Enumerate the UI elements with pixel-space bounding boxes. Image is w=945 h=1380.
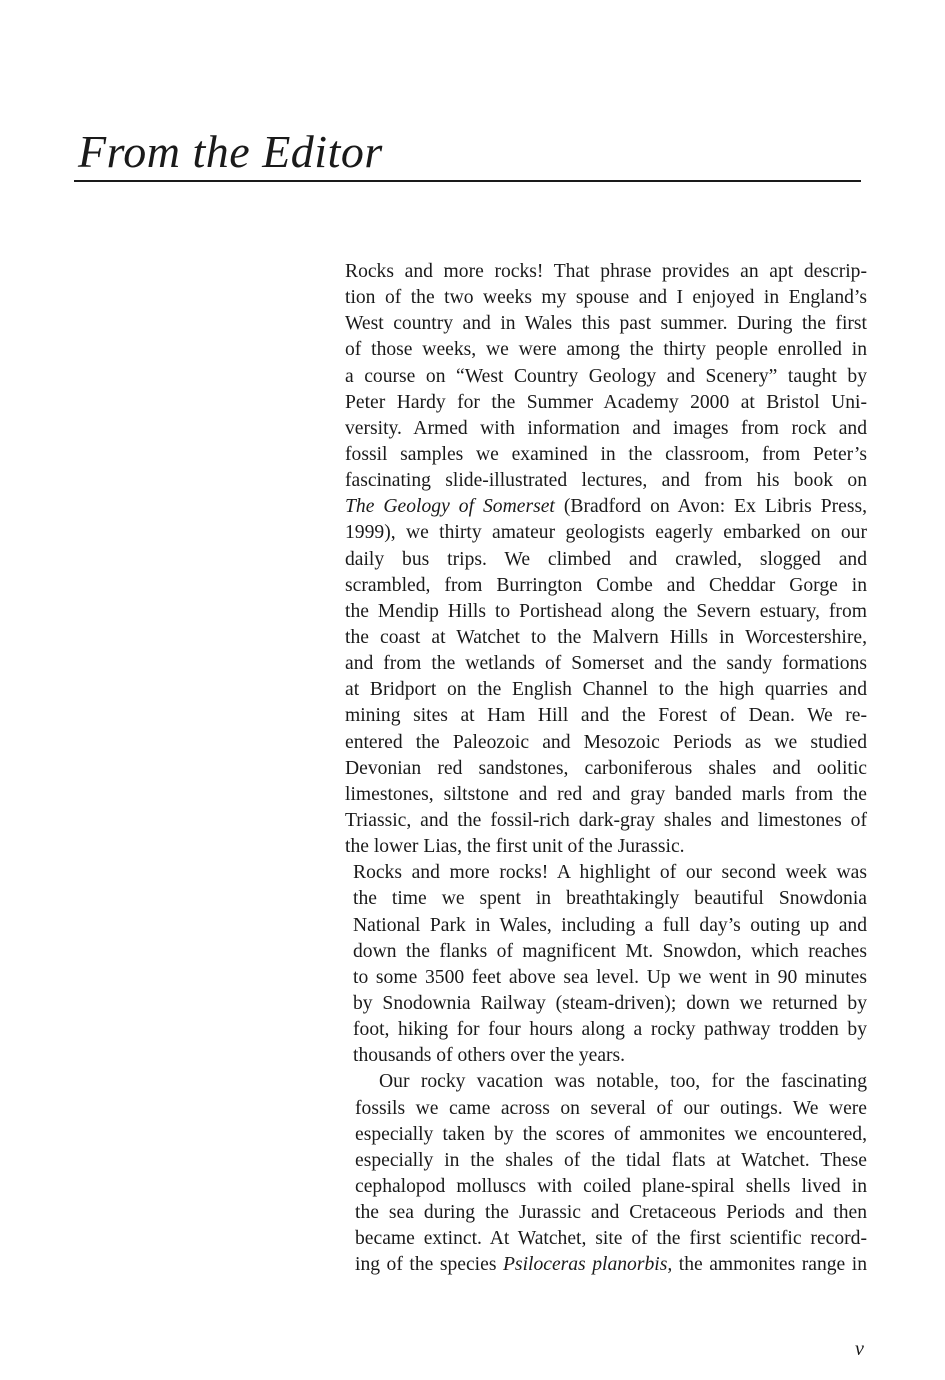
text-fragment: (Bradford on Avon: Ex Libris Press, (554, 496, 867, 518)
species-name: Psiloceras planorbis, (502, 1254, 673, 1276)
text-line: by Snodownia Railway (steam-driven); down we returned by (353, 992, 867, 1014)
text-line: Our rocky vacation was notable, too, for the fascinating (379, 1071, 867, 1093)
text-line: the sea during the Jurassic and Cretaceous Periods and then (355, 1202, 867, 1224)
article-body (345, 259, 867, 1278)
heading-title: From the Editor (78, 126, 383, 177)
text-line: fossils we came across on several of our outings. We were (355, 1097, 867, 1119)
text-line: mining sites at Ham Hill and the Forest of Dean. We re- (345, 705, 867, 727)
text-line: versity. Armed with information and images from rock and (345, 417, 867, 439)
text-line: a course on “West Country Geology and Scenery” taught by (345, 365, 867, 387)
text-line: to some 3500 feet above sea level. Up we went in 90 minutes (353, 966, 867, 988)
text-line (345, 1252, 867, 1278)
text-line: the time we spent in breathtakingly beautiful Snowdonia (353, 888, 867, 910)
text-line: down the flanks of magnificent Mt. Snowdon, which reaches (353, 940, 867, 962)
text-line: of those weeks, we were among the thirty people enrolled in (345, 339, 867, 361)
text-line: and from the wetlands of Somerset and the sandy formations (345, 653, 867, 675)
text-line: the lower Lias, the first unit of the Jurassic. (345, 836, 685, 858)
text-line: Triassic, and the fossil-rich dark-gray shales and limestones of (345, 809, 867, 831)
text-line: Devonian red sandstones, carboniferous shales and oolitic (345, 757, 867, 779)
text-line: at Bridport on the English Channel to the high quarries and (345, 679, 867, 701)
text-line (345, 494, 867, 520)
text-line: fascinating slide-illustrated lectures, and from his book on (345, 470, 867, 492)
article-heading (74, 118, 861, 182)
paragraph-3 (345, 1069, 867, 1278)
text-line: Peter Hardy for the Summer Academy 2000 at Bristol Uni- (345, 391, 867, 413)
text-line: the Mendip Hills to Portishead along the Severn estuary, from (345, 600, 867, 622)
text-line: limestones, siltstone and red and gray banded marls from the (345, 783, 867, 805)
page-number: v (855, 1338, 864, 1360)
text-line: Rocks and more rocks! A highlight of our second week was (353, 862, 867, 884)
text-line: especially taken by the scores of ammonites we encountered, (355, 1123, 867, 1145)
text-fragment: the ammonites range in (672, 1254, 867, 1276)
paragraph-2 (345, 860, 867, 1069)
text-line: West country and in Wales this past summer. During the first (345, 313, 867, 335)
text-line: thousands of others over the years. (353, 1045, 626, 1067)
text-line: 1999), we thirty amateur geologists eagerly embarked on our (345, 522, 867, 544)
text-line: cephalopod molluscs with coiled plane-spiral shells lived in (355, 1175, 867, 1197)
text-line: fossil samples we examined in the classroom, from Peter’s (345, 443, 867, 465)
text-line: tion of the two weeks my spouse and I enjoyed in England’s (345, 287, 867, 309)
text-line: scrambled, from Burrington Combe and Cheddar Gorge in (345, 574, 867, 596)
text-line: became extinct. At Watchet, site of the first scientific record- (355, 1228, 867, 1250)
book-title: The Geology of Somerset (345, 496, 555, 518)
text-line: National Park in Wales, including a full day’s outing up and (353, 914, 867, 936)
text-fragment: ing of the species (355, 1254, 503, 1276)
text-line: the coast at Watchet to the Malvern Hills in Worcestershire, (345, 626, 867, 648)
text-line: foot, hiking for four hours along a rocky pathway trodden by (353, 1019, 867, 1041)
text-line: entered the Paleozoic and Mesozoic Periods as we studied (345, 731, 867, 753)
paragraph-1 (345, 259, 867, 860)
text-line: daily bus trips. We climbed and crawled, slogged and (345, 548, 867, 570)
text-line: Rocks and more rocks! That phrase provides an apt descrip- (345, 261, 867, 282)
text-line: especially in the shales of the tidal flats at Watchet. These (355, 1149, 867, 1171)
